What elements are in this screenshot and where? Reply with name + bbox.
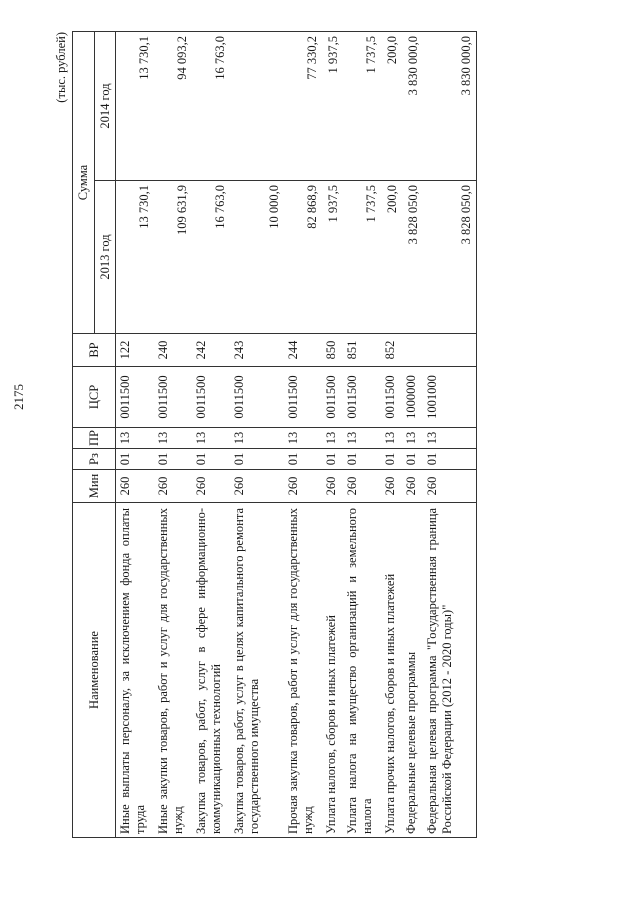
cell-csr: 0011500	[322, 367, 343, 428]
page-number: 2175	[11, 384, 26, 410]
cell-name: Иные выплаты персоналу, за исключением фонда оплаты труда	[116, 503, 154, 838]
table-row	[343, 32, 381, 838]
cell-year-2014: 77 330,2	[284, 32, 322, 181]
cell-min: 260	[154, 470, 192, 503]
cell-year-2013: 1 937,5	[322, 181, 343, 334]
cell-name: Прочая закупка товаров, работ и услуг для государственных нужд	[284, 503, 322, 838]
cell-year-2013: 1 737,5	[343, 181, 381, 334]
table-row	[192, 32, 230, 838]
cell-rz: 01	[154, 449, 192, 470]
cell-csr: 0011500	[154, 367, 192, 428]
cell-csr: 0011500	[343, 367, 381, 428]
cell-rz: 01	[381, 449, 402, 470]
table-header	[73, 32, 116, 838]
cell-min: 260	[116, 470, 154, 503]
table-row	[381, 32, 402, 838]
table-row	[116, 32, 154, 838]
cell-csr: 0011500	[381, 367, 402, 428]
cell-year-2014: 16 763,0	[192, 32, 230, 181]
cell-year-2013: 13 730,1	[116, 181, 154, 334]
cell-vr	[423, 334, 477, 367]
cell-year-2013: 109 631,9	[154, 181, 192, 334]
cell-min: 260	[322, 470, 343, 503]
cell-year-2013: 16 763,0	[192, 181, 230, 334]
header-sum: Сумма	[73, 32, 95, 334]
cell-pr: 13	[423, 428, 477, 449]
table-row	[230, 32, 284, 838]
cell-year-2014: 3 830 000,0	[402, 32, 423, 181]
cell-year-2013: 3 828 050,0	[402, 181, 423, 334]
cell-name: Федеральные целевые программы	[402, 503, 423, 838]
cell-vr: 242	[192, 334, 230, 367]
cell-pr: 13	[116, 428, 154, 449]
cell-min: 260	[402, 470, 423, 503]
cell-vr: 852	[381, 334, 402, 367]
cell-year-2014	[230, 32, 284, 181]
cell-rz: 01	[230, 449, 284, 470]
header-name: Наименование	[73, 503, 116, 838]
cell-csr: 0011500	[192, 367, 230, 428]
budget-table-page	[53, 32, 523, 838]
cell-name: Закупка товаров, работ, услуг в сфере информационно-коммуникационных технологий	[192, 503, 230, 838]
cell-vr: 240	[154, 334, 192, 367]
table-row	[284, 32, 322, 838]
cell-pr: 13	[381, 428, 402, 449]
cell-min: 260	[343, 470, 381, 503]
cell-pr: 13	[230, 428, 284, 449]
cell-rz: 01	[284, 449, 322, 470]
cell-rz: 01	[116, 449, 154, 470]
header-2013: 2013 год	[95, 181, 116, 334]
cell-year-2013: 82 868,9	[284, 181, 322, 334]
cell-vr: 851	[343, 334, 381, 367]
cell-csr: 0011500	[230, 367, 284, 428]
cell-year-2014: 200,0	[381, 32, 402, 181]
cell-rz: 01	[322, 449, 343, 470]
header-rz: Рз	[73, 449, 116, 470]
header-vr: ВР	[73, 334, 116, 367]
cell-vr: 244	[284, 334, 322, 367]
header-pr: ПР	[73, 428, 116, 449]
cell-year-2014: 94 093,2	[154, 32, 192, 181]
cell-pr: 13	[154, 428, 192, 449]
table-row	[322, 32, 343, 838]
cell-csr: 0011500	[284, 367, 322, 428]
cell-pr: 13	[284, 428, 322, 449]
cell-year-2014: 13 730,1	[116, 32, 154, 181]
cell-vr	[402, 334, 423, 367]
cell-name: Уплата прочих налогов, сборов и иных платежей	[381, 503, 402, 838]
cell-name: Федеральная целевая программа "Государственная граница Российской Федерации (2012 - 2020 годы)"	[423, 503, 477, 838]
table-row	[402, 32, 423, 838]
cell-rz: 01	[343, 449, 381, 470]
header-min: Мин	[73, 470, 116, 503]
cell-csr: 1001000	[423, 367, 477, 428]
cell-rz: 01	[423, 449, 477, 470]
cell-vr: 850	[322, 334, 343, 367]
cell-year-2013: 3 828 050,0	[423, 181, 477, 334]
cell-min: 260	[381, 470, 402, 503]
cell-pr: 13	[402, 428, 423, 449]
cell-csr: 0011500	[116, 367, 154, 428]
cell-rz: 01	[402, 449, 423, 470]
cell-min: 260	[230, 470, 284, 503]
cell-name: Уплата налога на имущество организаций и земельного налога	[343, 503, 381, 838]
cell-year-2013: 200,0	[381, 181, 402, 334]
cell-year-2014: 1 737,5	[343, 32, 381, 181]
cell-name: Закупка товаров, работ, услуг в целях капитального ремонта государственного имущества	[230, 503, 284, 838]
cell-min: 260	[284, 470, 322, 503]
cell-year-2013: 10 000,0	[230, 181, 284, 334]
cell-year-2014: 1 937,5	[322, 32, 343, 181]
cell-vr: 243	[230, 334, 284, 367]
cell-pr: 13	[343, 428, 381, 449]
budget-table	[72, 31, 477, 838]
table-row	[423, 32, 477, 838]
header-2014: 2014 год	[95, 32, 116, 181]
cell-min: 260	[192, 470, 230, 503]
cell-pr: 13	[192, 428, 230, 449]
cell-vr: 122	[116, 334, 154, 367]
cell-pr: 13	[322, 428, 343, 449]
cell-name: Иные закупки товаров, работ и услуг для государственных нужд	[154, 503, 192, 838]
cell-min: 260	[423, 470, 477, 503]
header-csr: ЦСР	[73, 367, 116, 428]
unit-note: (тыс. рублей)	[54, 32, 68, 103]
cell-rz: 01	[192, 449, 230, 470]
table-row	[154, 32, 192, 838]
cell-csr: 1000000	[402, 367, 423, 428]
cell-name: Уплата налогов, сборов и иных платежей	[322, 503, 343, 838]
cell-year-2014: 3 830 000,0	[423, 32, 477, 181]
table-body	[116, 32, 477, 838]
